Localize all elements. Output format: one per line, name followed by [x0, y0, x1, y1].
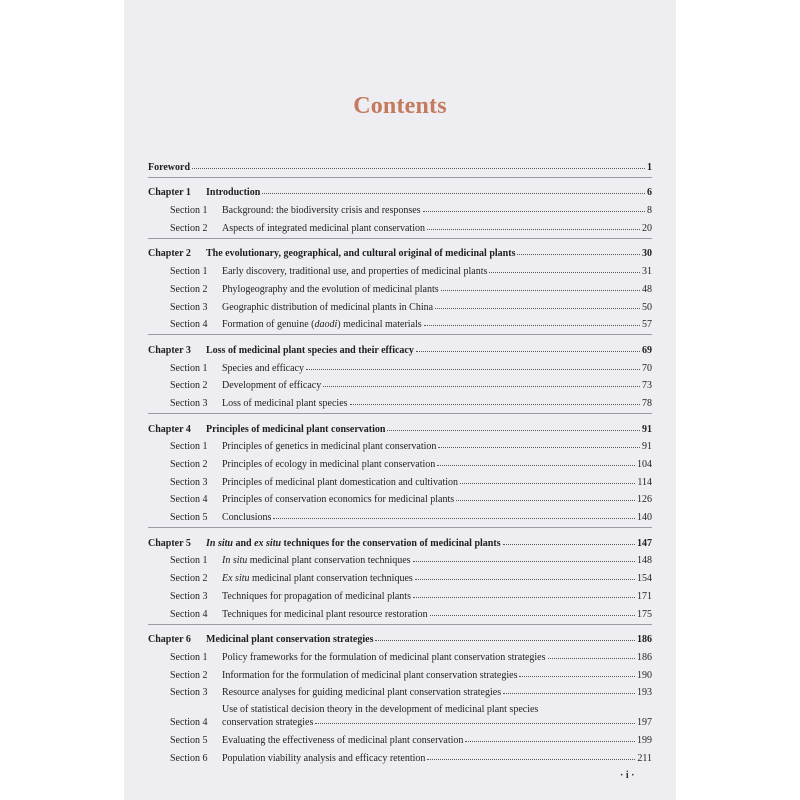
page-folio: · i ·: [620, 770, 635, 781]
toc-entry-section[interactable]: [148, 436, 652, 454]
toc-entry-section[interactable]: [148, 199, 652, 217]
chapter-number: Chapter 6: [148, 634, 191, 646]
toc-entry-chapter[interactable]: [148, 243, 652, 261]
section-title: Principles of ecology in medicinal plant conservation: [222, 459, 436, 470]
toc-entry-section[interactable]: [148, 314, 652, 332]
title-text: Formation of genuine (: [222, 319, 315, 331]
leader-dots: [437, 465, 635, 466]
section-number: Section 2: [170, 669, 208, 681]
chapter-title: The evolutionary, geographical, and cultural original of medicinal plants: [206, 248, 516, 260]
chapter-divider: [148, 413, 652, 414]
toc-entry-section[interactable]: [148, 682, 652, 700]
section-page: 57: [642, 319, 652, 331]
chapter-divider: [148, 624, 652, 625]
section-page: 73: [642, 380, 652, 392]
leader-dots: [413, 561, 635, 562]
toc-entry-section[interactable]: [148, 217, 652, 235]
chapter-number: Chapter 2: [148, 248, 191, 260]
leader-dots: [503, 693, 635, 694]
toc-entry-section[interactable]: [148, 585, 652, 603]
toc-entry-chapter[interactable]: [148, 532, 652, 550]
section-title-line: [222, 717, 652, 729]
title-text: medicinal plant conservation techniques: [249, 573, 413, 585]
toc-entry-section[interactable]: [148, 729, 652, 747]
toc-entry-section[interactable]: [148, 567, 652, 585]
title-text: techniques for the conservation of medicinal plants: [281, 537, 501, 549]
section-title: Principles of genetics in medicinal plant conservation: [222, 441, 437, 453]
section-number: Section 6: [170, 752, 208, 764]
chapter-number: Chapter 3: [148, 344, 191, 356]
section-title: Principles of conservation economics for medicinal plants: [222, 494, 455, 506]
section-number: Section 3: [170, 476, 208, 488]
leader-dots: [423, 211, 645, 212]
entry-page: 1: [647, 161, 652, 173]
toc-entry-chapter[interactable]: [148, 629, 652, 647]
section-page: 70: [642, 362, 652, 374]
title-italic: In situ: [206, 537, 233, 549]
section-page: 154: [637, 573, 652, 585]
chapter-number: Chapter 5: [148, 537, 191, 549]
leader-dots: [465, 741, 635, 742]
section-page: 190: [637, 669, 652, 681]
section-title: Species and efficacy: [222, 362, 304, 374]
section-page: 104: [637, 459, 652, 470]
section-title: Background: the biodiversity crisis and responses: [222, 205, 421, 217]
section-title: Information for the formulation of medicinal plant conservation strategies: [222, 669, 518, 681]
section-page: 31: [642, 266, 652, 278]
section-page: 50: [642, 301, 652, 313]
title-italic: daodi: [314, 319, 338, 331]
section-page: 78: [642, 397, 652, 409]
section-page: 148: [637, 555, 652, 567]
leader-dots: [438, 447, 640, 448]
chapter-title: Medicinal plant conservation strategies: [206, 634, 374, 646]
section-number: Section 4: [170, 608, 208, 620]
chapter-number: Chapter 4: [148, 423, 191, 435]
toc-entry-section[interactable]: [148, 453, 652, 471]
leader-dots: [503, 544, 635, 545]
leader-dots: [460, 483, 635, 484]
leader-dots: [424, 325, 640, 326]
leader-dots: [427, 229, 640, 230]
title-text: and: [232, 537, 255, 549]
leader-dots: [273, 518, 635, 519]
leader-dots: [548, 658, 635, 659]
section-number: Section 1: [170, 441, 208, 453]
section-number: Section 5: [170, 512, 208, 524]
leader-dots: [430, 615, 635, 616]
leader-dots: [441, 290, 640, 291]
chapter-title: Loss of medicinal plant species and their efficacy: [206, 344, 414, 356]
toc-entry-section[interactable]: [148, 278, 652, 296]
chapter-title: Introduction: [206, 187, 261, 199]
section-number: Section 3: [170, 687, 208, 699]
section-number: Section 1: [170, 205, 208, 217]
section-number: Section 2: [170, 459, 208, 470]
section-page: 199: [637, 734, 652, 746]
section-number: Section 2: [170, 573, 208, 585]
leader-dots: [517, 254, 640, 255]
section-title-line: Use of statistical decision theory in the development of medicinal plant species: [222, 704, 539, 716]
section-number: Section 1: [170, 555, 208, 567]
leader-dots: [350, 404, 640, 405]
entry-title: Foreword: [148, 161, 191, 173]
section-page: 48: [642, 283, 652, 295]
leader-dots: [375, 640, 635, 641]
section-page: 8: [647, 205, 652, 217]
section-page: 186: [637, 651, 652, 663]
section-number: Section 3: [170, 301, 208, 313]
chapter-page: 6: [647, 187, 652, 199]
section-title: Policy frameworks for the formulation of medicinal plant conservation strategies: [222, 651, 546, 663]
toc-entry-chapter[interactable]: [148, 418, 652, 436]
leader-dots: [519, 676, 635, 677]
toc-entry-section[interactable]: [148, 664, 652, 682]
toc-entry-section[interactable]: [148, 392, 652, 410]
toc-entry-chapter[interactable]: [148, 182, 652, 200]
toc-entry-section[interactable]: [148, 260, 652, 278]
section-title: Geographic distribution of medicinal plants in China: [222, 301, 434, 313]
chapter-list: [148, 177, 652, 765]
chapter-divider: [148, 334, 652, 335]
leader-dots: [416, 351, 640, 352]
section-page: 175: [637, 608, 652, 620]
chapter-title: Principles of medicinal plant conservation: [206, 423, 386, 435]
section-page: 197: [637, 717, 652, 729]
section-title: Conclusions: [222, 512, 272, 524]
section-number: Section 1: [170, 266, 208, 278]
leader-dots: [306, 369, 640, 370]
section-title: Evaluating the effectiveness of medicinal plant conservation: [222, 734, 464, 746]
section-number: Section 5: [170, 734, 208, 746]
section-title: Loss of medicinal plant species: [222, 397, 348, 409]
chapter-page: 147: [637, 537, 652, 549]
toc-entry-foreword[interactable]: [148, 156, 652, 174]
title-text: medicinal plant conservation techniques: [247, 555, 411, 567]
section-number: Section 4: [170, 717, 208, 729]
section-page: 193: [637, 687, 652, 699]
section-number: Section 1: [170, 362, 208, 374]
section-title: Phylogeography and the evolution of medicinal plants: [222, 283, 439, 295]
chapter-divider: [148, 238, 652, 239]
toc-entry-section[interactable]: [148, 357, 652, 375]
title-italic: Ex situ: [222, 573, 250, 585]
chapter-page: 69: [642, 344, 652, 356]
table-of-contents: [148, 156, 652, 765]
toc-entry-section[interactable]: [148, 550, 652, 568]
toc-entry-chapter[interactable]: [148, 339, 652, 357]
section-title: [222, 319, 422, 331]
section-page: 126: [637, 494, 652, 506]
section-title: Development of efficacy: [222, 380, 322, 392]
section-page: 91: [642, 441, 652, 453]
toc-entry-section[interactable]: [148, 603, 652, 621]
chapter-page: 186: [637, 634, 652, 646]
section-title: Principles of medicinal plant domestication and cultivation: [222, 476, 459, 488]
toc-entry-section[interactable]: [148, 699, 652, 729]
section-title: [222, 555, 411, 567]
section-title: Aspects of integrated medicinal plant conservation: [222, 222, 425, 234]
title-text: ) medicinal materials: [337, 319, 422, 331]
leader-dots: [427, 759, 635, 760]
toc-entry-section[interactable]: [148, 646, 652, 664]
chapter-divider: [148, 527, 652, 528]
section-number: Section 2: [170, 380, 208, 392]
toc-entry-section[interactable]: [148, 747, 652, 765]
section-page: 211: [637, 752, 652, 764]
leader-dots: [413, 597, 635, 598]
section-title: Techniques for medicinal plant resource restoration: [222, 608, 428, 620]
toc-entry-section[interactable]: [148, 489, 652, 507]
leader-dots: [323, 386, 640, 387]
section-title: Techniques for propagation of medicinal plants: [222, 590, 411, 602]
leader-dots: [387, 430, 640, 431]
leader-dots: [262, 193, 645, 194]
section-title: Population viability analysis and efficacy retention: [222, 752, 426, 764]
section-page: 171: [637, 590, 652, 602]
chapter-number: Chapter 1: [148, 187, 191, 199]
section-page: 20: [642, 222, 652, 234]
leader-dots: [456, 500, 635, 501]
section-number: Section 1: [170, 651, 208, 663]
section-title-line: conservation strategies: [222, 717, 314, 729]
section-page: 114: [637, 476, 652, 488]
toc-entry-section[interactable]: [148, 375, 652, 393]
section-number: Section 4: [170, 319, 208, 331]
section-number: Section 2: [170, 222, 208, 234]
section-title-block: [222, 703, 652, 729]
chapter-title: [206, 538, 501, 550]
section-number: Section 3: [170, 590, 208, 602]
section-title: Resource analyses for guiding medicinal plant conservation strategies: [222, 687, 502, 699]
section-title: Early discovery, traditional use, and properties of medicinal plants: [222, 266, 488, 278]
leader-dots: [415, 579, 635, 580]
chapter-page: 30: [642, 248, 652, 260]
toc-entry-section[interactable]: [148, 296, 652, 314]
section-number: Section 4: [170, 494, 208, 506]
section-number: Section 2: [170, 283, 208, 295]
chapter-divider: [148, 177, 652, 178]
leader-dots: [489, 272, 640, 273]
toc-entry-section[interactable]: [148, 471, 652, 489]
chapter-page: 91: [642, 423, 652, 435]
section-title: [222, 573, 413, 585]
toc-entry-section[interactable]: [148, 506, 652, 524]
leader-dots: [192, 168, 645, 169]
title-italic: ex situ: [254, 537, 282, 549]
title-italic: In situ: [222, 555, 248, 567]
page-title: Contents: [353, 93, 447, 119]
section-page: 140: [637, 512, 652, 524]
section-number: Section 3: [170, 397, 208, 409]
leader-dots: [315, 723, 635, 724]
leader-dots: [435, 308, 640, 309]
